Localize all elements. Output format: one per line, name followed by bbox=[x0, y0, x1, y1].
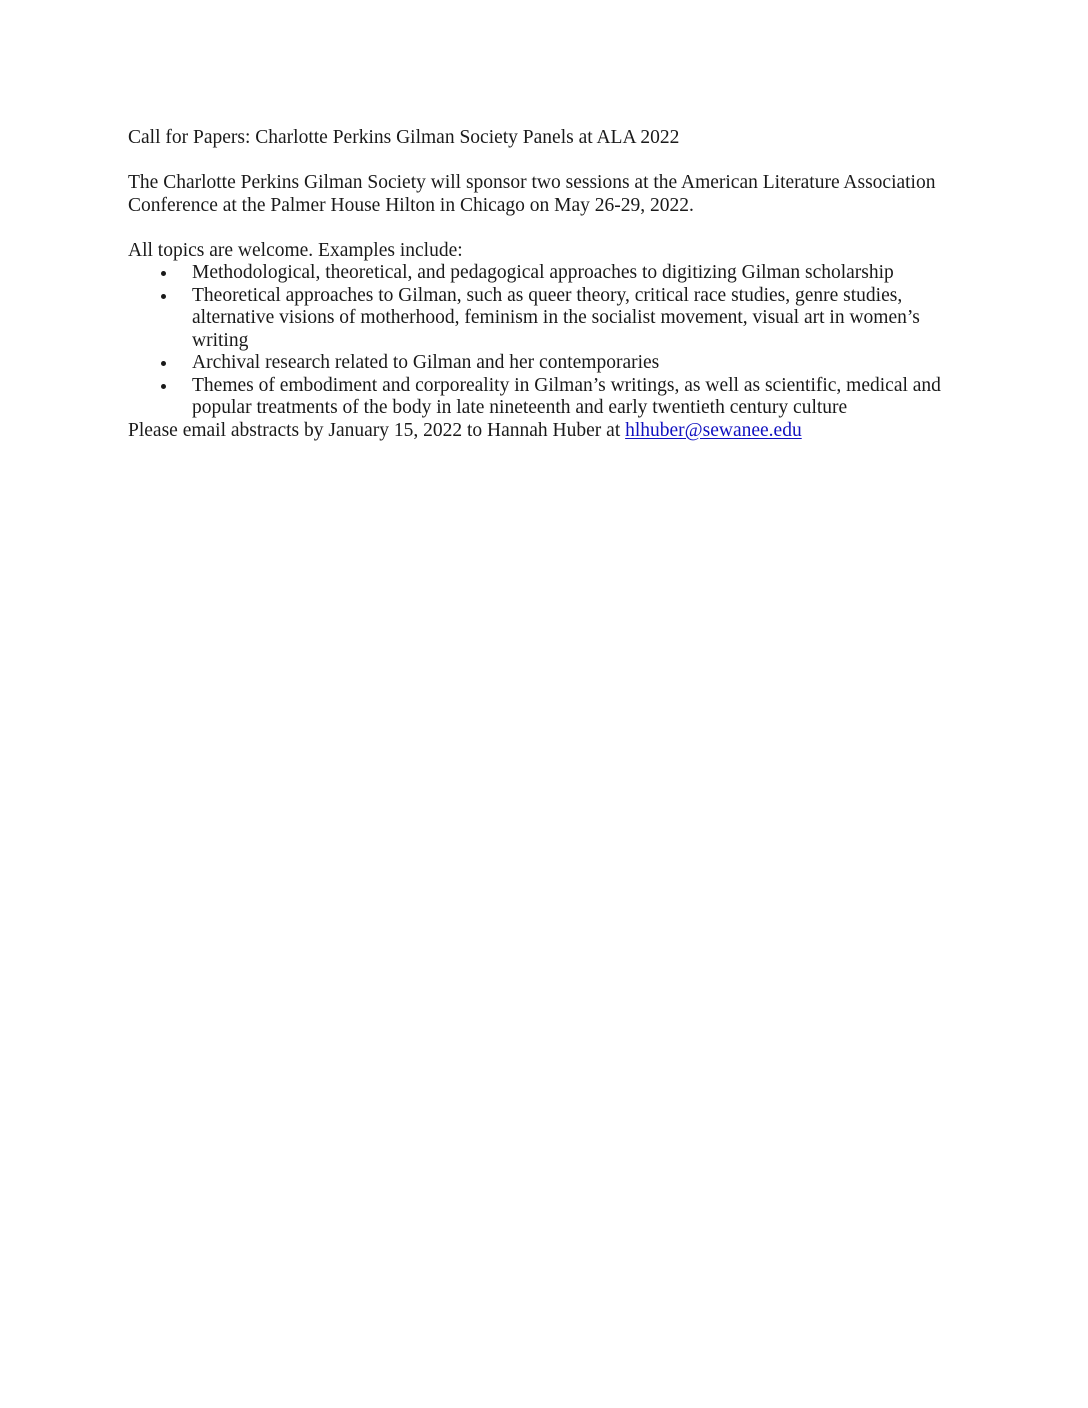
closing-paragraph bbox=[128, 420, 958, 443]
bullet-dot-icon bbox=[161, 271, 166, 276]
list-item-text: Themes of embodiment and corporeality in Gilman’s writings, as well as scientific, medical and popular treatments of the body in late nineteenth and early twentieth century culture bbox=[192, 374, 941, 418]
bullet-dot-icon bbox=[161, 384, 166, 389]
document-body bbox=[128, 127, 958, 442]
closing-text: Please email abstracts by January 15, 2022 to Hannah Huber at bbox=[128, 419, 626, 441]
list-item bbox=[128, 375, 958, 420]
intro-line: Conference at the Palmer House Hilton in Chicago on May 26-29, 2022. bbox=[128, 194, 694, 216]
topics-lead: All topics are welcome. Examples include: bbox=[128, 239, 463, 261]
topics-list bbox=[128, 262, 958, 420]
intro-paragraph bbox=[128, 172, 958, 217]
bullet-dot-icon bbox=[161, 361, 166, 366]
document-title: Call for Papers: Charlotte Perkins Gilman Society Panels at ALA 2022 bbox=[128, 127, 680, 148]
list-item bbox=[128, 352, 958, 375]
email-link[interactable]: hlhuber@sewanee.edu bbox=[625, 419, 802, 441]
bullet-dot-icon bbox=[161, 294, 166, 299]
list-item-text: Theoretical approaches to Gilman, such as queer theory, critical race studies, genre studies, alternative visions of motherhood, feminism in the socialist movement, visual art in women’s writing bbox=[192, 284, 920, 351]
list-item-text: Archival research related to Gilman and her contemporaries bbox=[192, 352, 660, 373]
list-item bbox=[128, 285, 958, 353]
list-item bbox=[128, 262, 958, 285]
list-item-text: Methodological, theoretical, and pedagogical approaches to digitizing Gilman scholarship bbox=[192, 262, 894, 283]
intro-line: The Charlotte Perkins Gilman Society will sponsor two sessions at the American Literature Association bbox=[128, 172, 936, 193]
